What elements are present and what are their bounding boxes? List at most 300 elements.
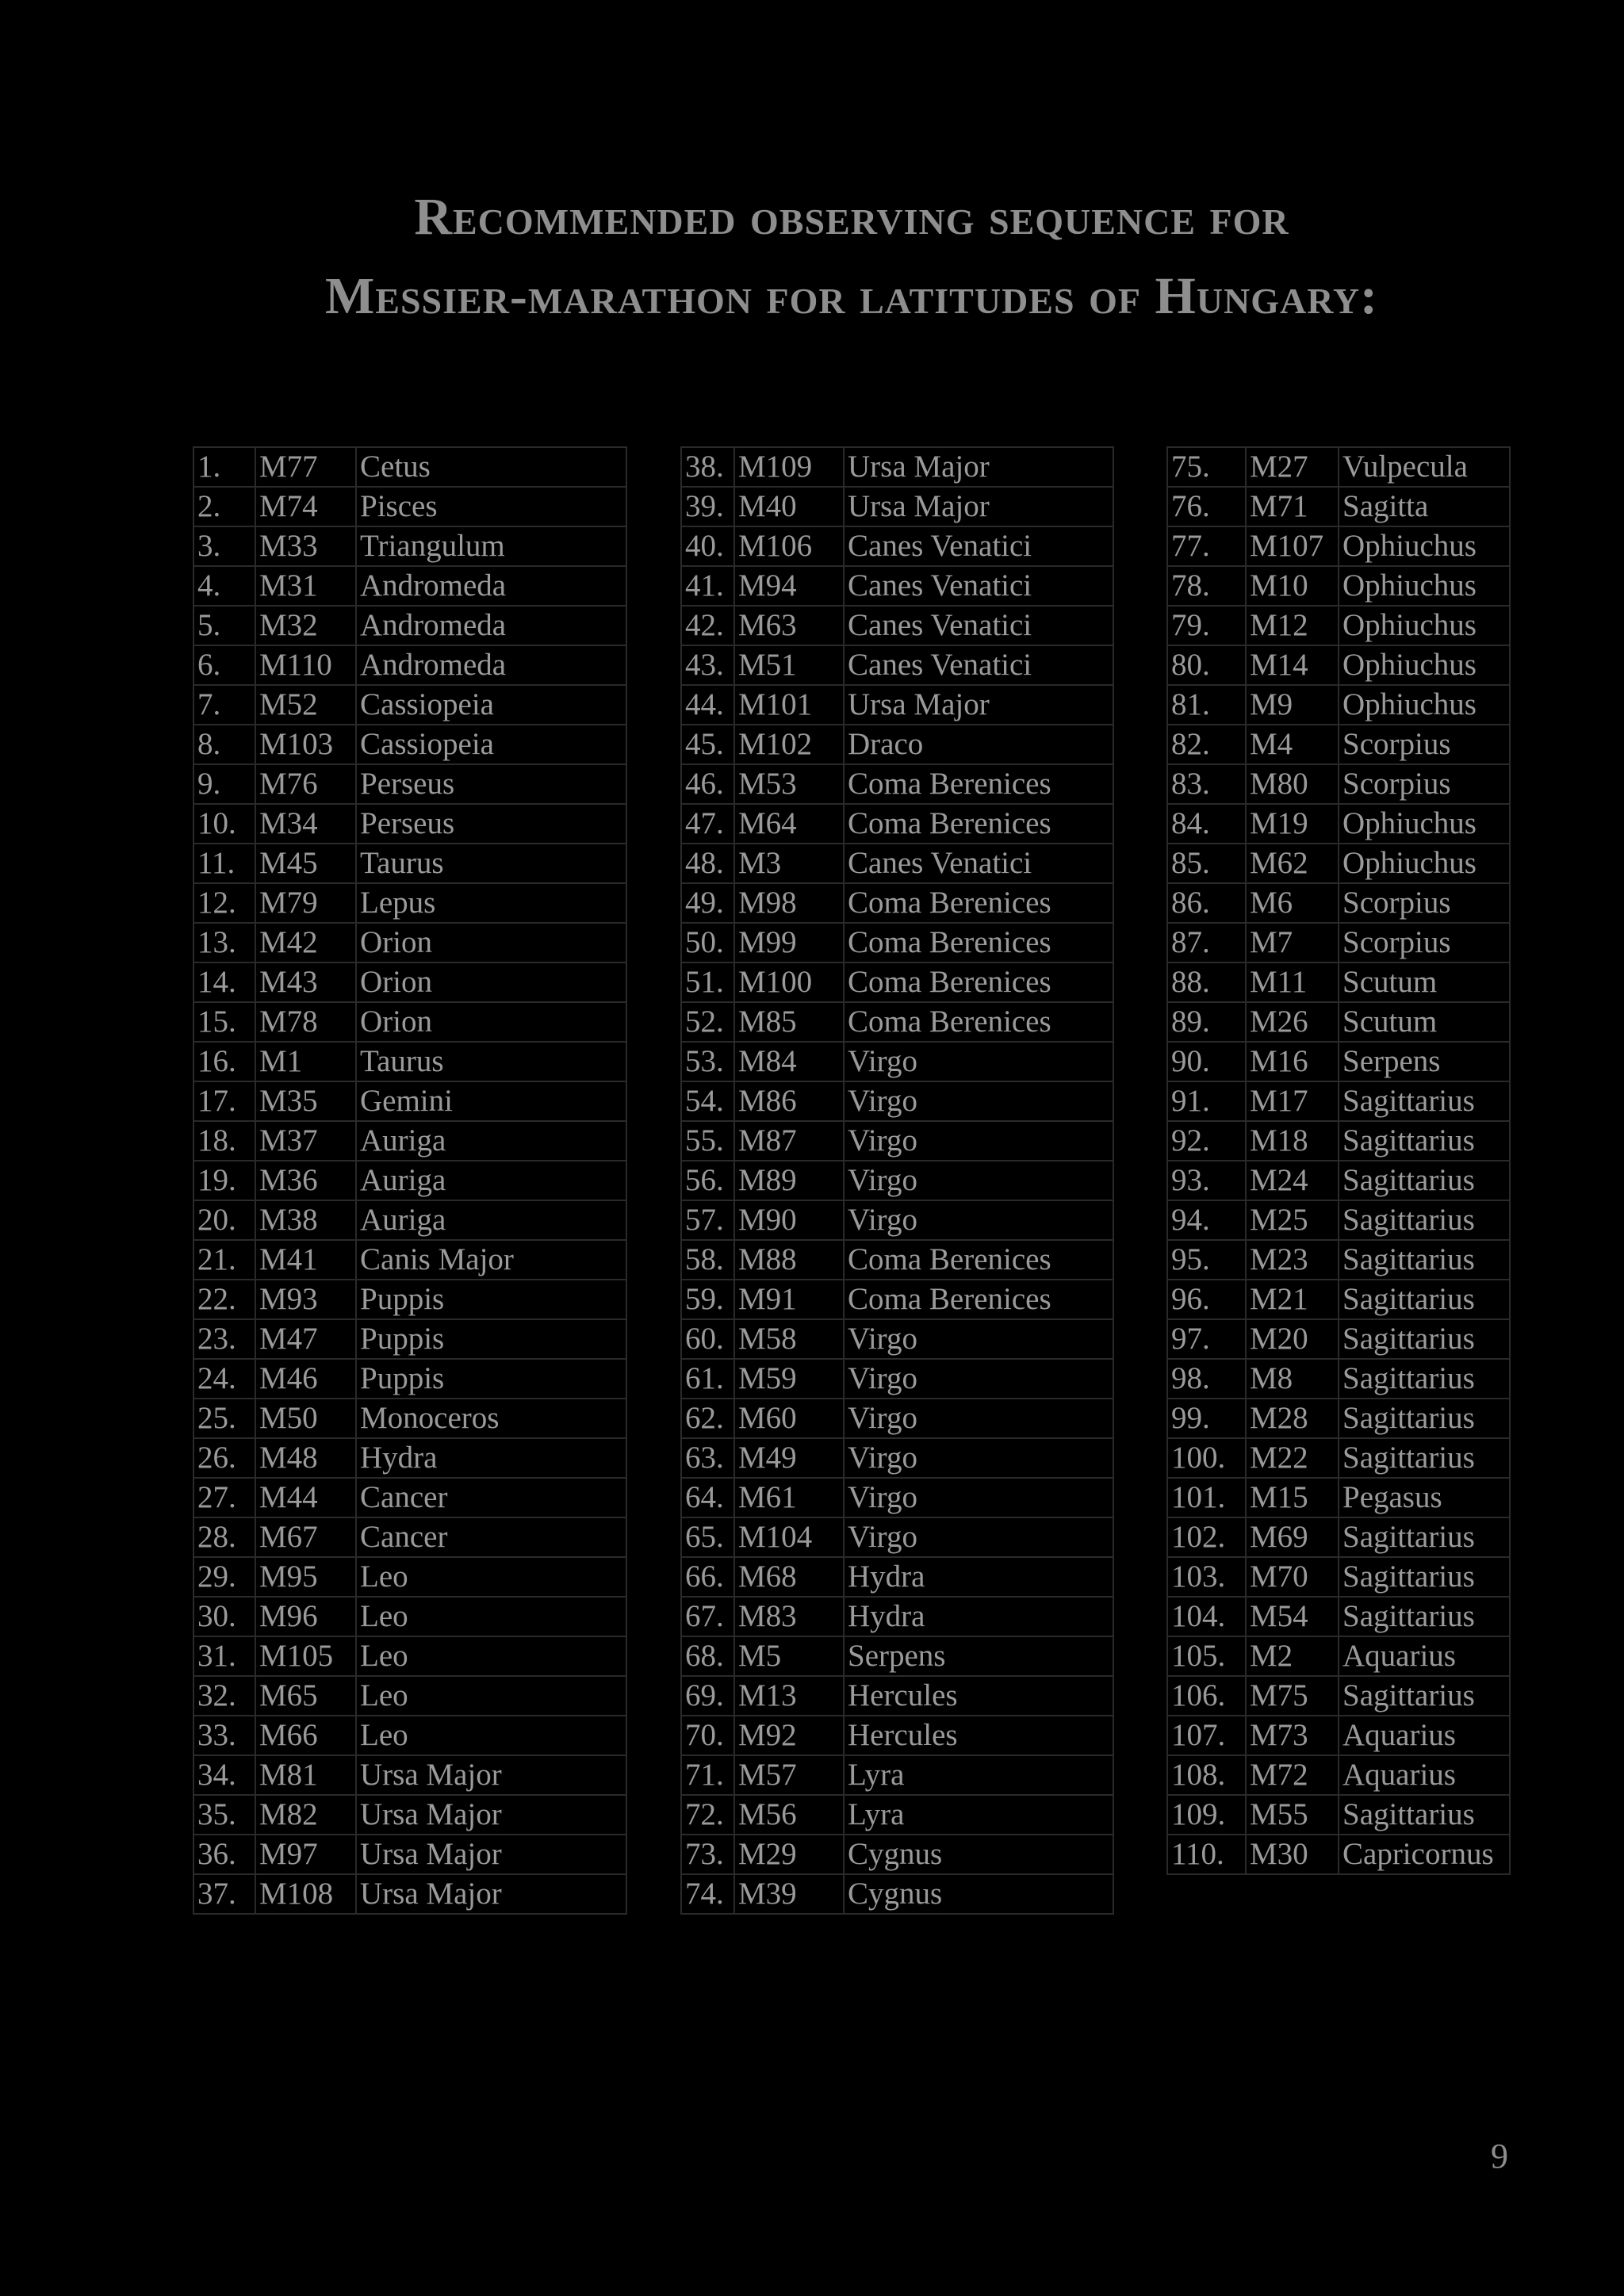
- constellation-name: Taurus: [356, 1042, 626, 1081]
- table-row: [193, 1280, 626, 1319]
- constellation-name: Orion: [356, 962, 626, 1002]
- table-row: [681, 1319, 1113, 1359]
- messier-id: M16: [1246, 1042, 1339, 1081]
- sequence-number: 32.: [193, 1676, 255, 1716]
- table-row: [681, 844, 1113, 883]
- sequence-number: 62.: [681, 1399, 734, 1438]
- messier-id: M18: [1246, 1121, 1339, 1161]
- messier-id: M65: [255, 1676, 356, 1716]
- constellation-name: Orion: [356, 1002, 626, 1042]
- sequence-number: 30.: [193, 1597, 255, 1636]
- messier-id: M19: [1246, 804, 1339, 844]
- sequence-number: 107.: [1167, 1716, 1246, 1755]
- constellation-name: Cygnus: [844, 1835, 1113, 1874]
- sequence-number: 94.: [1167, 1200, 1246, 1240]
- table-row: [1167, 1755, 1510, 1795]
- messier-id: M42: [255, 923, 356, 962]
- table-row: [193, 962, 626, 1002]
- constellation-name: Scorpius: [1339, 923, 1510, 962]
- messier-id: M92: [734, 1716, 844, 1755]
- table-row: [681, 1557, 1113, 1597]
- messier-id: M88: [734, 1240, 844, 1280]
- messier-id: M47: [255, 1319, 356, 1359]
- messier-id: M13: [734, 1676, 844, 1716]
- table-row: [193, 1874, 626, 1914]
- constellation-name: Ophiuchus: [1339, 645, 1510, 685]
- table-row: [681, 1240, 1113, 1280]
- table-row: [681, 962, 1113, 1002]
- constellation-name: Auriga: [356, 1121, 626, 1161]
- sequence-number: 92.: [1167, 1121, 1246, 1161]
- table-row: [193, 1359, 626, 1399]
- messier-id: M30: [1246, 1835, 1339, 1874]
- messier-id: M7: [1246, 923, 1339, 962]
- table-row: [1167, 685, 1510, 725]
- table-row: [1167, 1636, 1510, 1676]
- table-row: [681, 1716, 1113, 1755]
- sequence-number: 84.: [1167, 804, 1246, 844]
- sequence-number: 11.: [193, 844, 255, 883]
- constellation-name: Pegasus: [1339, 1478, 1510, 1517]
- sequence-number: 33.: [193, 1716, 255, 1755]
- messier-id: M41: [255, 1240, 356, 1280]
- sequence-number: 66.: [681, 1557, 734, 1597]
- messier-id: M87: [734, 1121, 844, 1161]
- messier-id: M56: [734, 1795, 844, 1835]
- messier-id: M48: [255, 1438, 356, 1478]
- constellation-name: Sagittarius: [1339, 1161, 1510, 1200]
- messier-id: M39: [734, 1874, 844, 1914]
- constellation-name: Puppis: [356, 1359, 626, 1399]
- table-row: [681, 1478, 1113, 1517]
- messier-id: M63: [734, 606, 844, 645]
- constellation-name: Sagittarius: [1339, 1121, 1510, 1161]
- constellation-name: Coma Berenices: [844, 883, 1113, 923]
- sequence-table-1: [193, 446, 627, 1915]
- constellation-name: Aquarius: [1339, 1716, 1510, 1755]
- table-row: [193, 883, 626, 923]
- messier-id: M34: [255, 804, 356, 844]
- sequence-number: 88.: [1167, 962, 1246, 1002]
- table-row: [681, 606, 1113, 645]
- constellation-name: Ursa Major: [844, 487, 1113, 526]
- sequence-number: 72.: [681, 1795, 734, 1835]
- table-row: [193, 1161, 626, 1200]
- constellation-name: Sagittarius: [1339, 1359, 1510, 1399]
- table-row: [193, 606, 626, 645]
- sequence-number: 98.: [1167, 1359, 1246, 1399]
- table-row: [681, 1359, 1113, 1399]
- constellation-name: Cassiopeia: [356, 685, 626, 725]
- table-row: [193, 1795, 626, 1835]
- messier-id: M104: [734, 1517, 844, 1557]
- sequence-number: 40.: [681, 526, 734, 566]
- constellation-name: Ursa Major: [356, 1795, 626, 1835]
- sequence-number: 99.: [1167, 1399, 1246, 1438]
- messier-id: M52: [255, 685, 356, 725]
- constellation-name: Scutum: [1339, 1002, 1510, 1042]
- constellation-name: Cassiopeia: [356, 725, 626, 764]
- messier-id: M32: [255, 606, 356, 645]
- messier-id: M109: [734, 447, 844, 487]
- sequence-number: 104.: [1167, 1597, 1246, 1636]
- constellation-name: Virgo: [844, 1200, 1113, 1240]
- table-row: [1167, 606, 1510, 645]
- sequence-number: 85.: [1167, 844, 1246, 883]
- messier-id: M59: [734, 1359, 844, 1399]
- messier-id: M101: [734, 685, 844, 725]
- constellation-name: Virgo: [844, 1319, 1113, 1359]
- table-row: [681, 1676, 1113, 1716]
- sequence-number: 17.: [193, 1081, 255, 1121]
- sequence-number: 46.: [681, 764, 734, 804]
- messier-id: M54: [1246, 1597, 1339, 1636]
- table-row: [681, 1438, 1113, 1478]
- table-row: [681, 1121, 1113, 1161]
- sequence-number: 90.: [1167, 1042, 1246, 1081]
- constellation-name: Virgo: [844, 1517, 1113, 1557]
- messier-id: M84: [734, 1042, 844, 1081]
- table-row: [681, 1200, 1113, 1240]
- messier-id: M20: [1246, 1319, 1339, 1359]
- table-row: [1167, 883, 1510, 923]
- table-row: [193, 1517, 626, 1557]
- sequence-number: 7.: [193, 685, 255, 725]
- table-row: [1167, 1319, 1510, 1359]
- constellation-name: Auriga: [356, 1200, 626, 1240]
- table-row: [193, 1636, 626, 1676]
- messier-id: M28: [1246, 1399, 1339, 1438]
- constellation-name: Canes Venatici: [844, 844, 1113, 883]
- table-row: [1167, 804, 1510, 844]
- messier-id: M107: [1246, 526, 1339, 566]
- messier-id: M37: [255, 1121, 356, 1161]
- table-row: [681, 1795, 1113, 1835]
- sequence-number: 35.: [193, 1795, 255, 1835]
- table-row: [1167, 487, 1510, 526]
- table-row: [681, 1874, 1113, 1914]
- sequence-table-3: [1166, 446, 1511, 1875]
- messier-id: M60: [734, 1399, 844, 1438]
- constellation-name: Ursa Major: [844, 447, 1113, 487]
- constellation-name: Ophiuchus: [1339, 566, 1510, 606]
- sequence-number: 10.: [193, 804, 255, 844]
- table-row: [193, 1121, 626, 1161]
- constellation-name: Auriga: [356, 1161, 626, 1200]
- sequence-number: 79.: [1167, 606, 1246, 645]
- sequence-number: 57.: [681, 1200, 734, 1240]
- table-row: [1167, 1399, 1510, 1438]
- constellation-name: Coma Berenices: [844, 962, 1113, 1002]
- constellation-name: Cetus: [356, 447, 626, 487]
- table-row: [681, 1517, 1113, 1557]
- sequence-number: 49.: [681, 883, 734, 923]
- constellation-name: Hydra: [356, 1438, 626, 1478]
- sequence-number: 41.: [681, 566, 734, 606]
- messier-id: M98: [734, 883, 844, 923]
- messier-id: M85: [734, 1002, 844, 1042]
- constellation-name: Triangulum: [356, 526, 626, 566]
- constellation-name: Andromeda: [356, 645, 626, 685]
- table-row: [193, 1438, 626, 1478]
- constellation-name: Serpens: [844, 1636, 1113, 1676]
- sequence-number: 42.: [681, 606, 734, 645]
- sequence-number: 58.: [681, 1240, 734, 1280]
- table-row: [681, 1081, 1113, 1121]
- messier-id: M70: [1246, 1557, 1339, 1597]
- messier-id: M50: [255, 1399, 356, 1438]
- constellation-name: Aquarius: [1339, 1755, 1510, 1795]
- sequence-number: 73.: [681, 1835, 734, 1874]
- messier-id: M82: [255, 1795, 356, 1835]
- messier-id: M91: [734, 1280, 844, 1319]
- sequence-number: 106.: [1167, 1676, 1246, 1716]
- constellation-name: Leo: [356, 1557, 626, 1597]
- sequence-number: 63.: [681, 1438, 734, 1478]
- messier-id: M9: [1246, 685, 1339, 725]
- messier-id: M10: [1246, 566, 1339, 606]
- constellation-name: Ophiuchus: [1339, 606, 1510, 645]
- table-row: [1167, 1240, 1510, 1280]
- constellation-name: Taurus: [356, 844, 626, 883]
- sequence-number: 16.: [193, 1042, 255, 1081]
- constellation-name: Gemini: [356, 1081, 626, 1121]
- constellation-name: Pisces: [356, 487, 626, 526]
- messier-id: M8: [1246, 1359, 1339, 1399]
- constellation-name: Monoceros: [356, 1399, 626, 1438]
- table-row: [1167, 1597, 1510, 1636]
- sequence-number: 53.: [681, 1042, 734, 1081]
- table-row: [1167, 1557, 1510, 1597]
- messier-id: M67: [255, 1517, 356, 1557]
- constellation-name: Andromeda: [356, 566, 626, 606]
- sequence-number: 95.: [1167, 1240, 1246, 1280]
- sequence-number: 67.: [681, 1597, 734, 1636]
- sequence-number: 44.: [681, 685, 734, 725]
- messier-id: M6: [1246, 883, 1339, 923]
- constellation-name: Cancer: [356, 1478, 626, 1517]
- constellation-name: Scorpius: [1339, 883, 1510, 923]
- sequence-number: 93.: [1167, 1161, 1246, 1200]
- messier-id: M61: [734, 1478, 844, 1517]
- constellation-name: Sagitta: [1339, 487, 1510, 526]
- sequence-number: 96.: [1167, 1280, 1246, 1319]
- messier-id: M86: [734, 1081, 844, 1121]
- constellation-name: Perseus: [356, 764, 626, 804]
- sequence-number: 108.: [1167, 1755, 1246, 1795]
- messier-id: M53: [734, 764, 844, 804]
- table-row: [681, 487, 1113, 526]
- constellation-name: Capricornus: [1339, 1835, 1510, 1874]
- constellation-name: Hydra: [844, 1557, 1113, 1597]
- constellation-name: Ophiuchus: [1339, 526, 1510, 566]
- messier-id: M66: [255, 1716, 356, 1755]
- table-row: [681, 725, 1113, 764]
- constellation-name: Sagittarius: [1339, 1280, 1510, 1319]
- sequence-number: 101.: [1167, 1478, 1246, 1517]
- sequence-number: 87.: [1167, 923, 1246, 962]
- sequence-number: 56.: [681, 1161, 734, 1200]
- sequence-number: 80.: [1167, 645, 1246, 685]
- messier-id: M89: [734, 1161, 844, 1200]
- table-row: [1167, 1161, 1510, 1200]
- table-row: [681, 804, 1113, 844]
- messier-id: M78: [255, 1002, 356, 1042]
- constellation-name: Coma Berenices: [844, 804, 1113, 844]
- sequence-number: 60.: [681, 1319, 734, 1359]
- messier-id: M79: [255, 883, 356, 923]
- table-row: [1167, 1359, 1510, 1399]
- constellation-name: Sagittarius: [1339, 1795, 1510, 1835]
- sequence-number: 55.: [681, 1121, 734, 1161]
- messier-id: M36: [255, 1161, 356, 1200]
- sequence-number: 9.: [193, 764, 255, 804]
- messier-id: M105: [255, 1636, 356, 1676]
- messier-id: M55: [1246, 1795, 1339, 1835]
- table-row: [681, 883, 1113, 923]
- messier-id: M24: [1246, 1161, 1339, 1200]
- table-row: [193, 447, 626, 487]
- constellation-name: Canes Venatici: [844, 645, 1113, 685]
- table-row: [681, 1399, 1113, 1438]
- constellation-name: Scutum: [1339, 962, 1510, 1002]
- messier-id: M1: [255, 1042, 356, 1081]
- messier-id: M44: [255, 1478, 356, 1517]
- table-row: [193, 764, 626, 804]
- sequence-number: 81.: [1167, 685, 1246, 725]
- messier-id: M5: [734, 1636, 844, 1676]
- constellation-name: Hercules: [844, 1716, 1113, 1755]
- messier-id: M27: [1246, 447, 1339, 487]
- sequence-number: 45.: [681, 725, 734, 764]
- constellation-name: Aquarius: [1339, 1636, 1510, 1676]
- constellation-name: Sagittarius: [1339, 1438, 1510, 1478]
- messier-id: M2: [1246, 1636, 1339, 1676]
- page-title-line-2: Messier-marathon for latitudes of Hungary:: [324, 267, 1379, 325]
- table-row: [1167, 1517, 1510, 1557]
- sequence-number: 61.: [681, 1359, 734, 1399]
- messier-id: M17: [1246, 1081, 1339, 1121]
- table-row: [681, 1280, 1113, 1319]
- sequence-number: 21.: [193, 1240, 255, 1280]
- table-row: [193, 1399, 626, 1438]
- constellation-name: Sagittarius: [1339, 1676, 1510, 1716]
- sequence-number: 34.: [193, 1755, 255, 1795]
- sequence-number: 109.: [1167, 1795, 1246, 1835]
- messier-id: M45: [255, 844, 356, 883]
- constellation-name: Ursa Major: [356, 1755, 626, 1795]
- sequence-number: 69.: [681, 1676, 734, 1716]
- table-row: [1167, 447, 1510, 487]
- sequence-number: 64.: [681, 1478, 734, 1517]
- constellation-name: Virgo: [844, 1161, 1113, 1200]
- sequence-number: 15.: [193, 1002, 255, 1042]
- table-row: [193, 844, 626, 883]
- sequence-number: 1.: [193, 447, 255, 487]
- constellation-name: Virgo: [844, 1399, 1113, 1438]
- constellation-name: Coma Berenices: [844, 764, 1113, 804]
- constellation-name: Virgo: [844, 1438, 1113, 1478]
- messier-id: M77: [255, 447, 356, 487]
- table-row: [1167, 1478, 1510, 1517]
- constellation-name: Virgo: [844, 1478, 1113, 1517]
- table-row: [193, 1676, 626, 1716]
- table-row: [1167, 962, 1510, 1002]
- table-row: [681, 1755, 1113, 1795]
- table-row: [681, 566, 1113, 606]
- messier-id: M3: [734, 844, 844, 883]
- sequence-number: 14.: [193, 962, 255, 1002]
- constellation-name: Sagittarius: [1339, 1517, 1510, 1557]
- table-row: [1167, 645, 1510, 685]
- messier-id: M25: [1246, 1200, 1339, 1240]
- constellation-name: Sagittarius: [1339, 1597, 1510, 1636]
- sequence-number: 52.: [681, 1002, 734, 1042]
- table-row: [1167, 764, 1510, 804]
- messier-id: M49: [734, 1438, 844, 1478]
- sequence-number: 4.: [193, 566, 255, 606]
- sequence-number: 48.: [681, 844, 734, 883]
- messier-id: M90: [734, 1200, 844, 1240]
- table-row: [193, 1002, 626, 1042]
- table-row: [193, 1042, 626, 1081]
- table-row: [1167, 1280, 1510, 1319]
- sequence-number: 71.: [681, 1755, 734, 1795]
- messier-id: M68: [734, 1557, 844, 1597]
- sequence-number: 6.: [193, 645, 255, 685]
- constellation-name: Canes Venatici: [844, 606, 1113, 645]
- constellation-name: Lyra: [844, 1795, 1113, 1835]
- sequence-number: 100.: [1167, 1438, 1246, 1478]
- constellation-name: Lepus: [356, 883, 626, 923]
- messier-id: M23: [1246, 1240, 1339, 1280]
- sequence-number: 50.: [681, 923, 734, 962]
- table-row: [193, 1557, 626, 1597]
- table-row: [193, 1716, 626, 1755]
- sequence-number: 28.: [193, 1517, 255, 1557]
- sequence-number: 20.: [193, 1200, 255, 1240]
- table-row: [193, 1319, 626, 1359]
- constellation-name: Canes Venatici: [844, 526, 1113, 566]
- sequence-number: 76.: [1167, 487, 1246, 526]
- table-row: [193, 1240, 626, 1280]
- messier-id: M26: [1246, 1002, 1339, 1042]
- table-row: [1167, 1835, 1510, 1874]
- sequence-number: 105.: [1167, 1636, 1246, 1676]
- messier-id: M96: [255, 1597, 356, 1636]
- messier-id: M72: [1246, 1755, 1339, 1795]
- constellation-name: Scorpius: [1339, 764, 1510, 804]
- sequence-number: 29.: [193, 1557, 255, 1597]
- constellation-name: Ursa Major: [356, 1874, 626, 1914]
- table-row: [1167, 1081, 1510, 1121]
- table-row: [1167, 844, 1510, 883]
- table-row: [681, 1002, 1113, 1042]
- sequence-number: 59.: [681, 1280, 734, 1319]
- constellation-name: Ursa Major: [844, 685, 1113, 725]
- table-row: [193, 1081, 626, 1121]
- constellation-name: Cygnus: [844, 1874, 1113, 1914]
- table-row: [193, 725, 626, 764]
- page-title-line-1: Recommended observing sequence for: [414, 188, 1289, 246]
- table-row: [1167, 1676, 1510, 1716]
- messier-id: M46: [255, 1359, 356, 1399]
- messier-id: M69: [1246, 1517, 1339, 1557]
- constellation-name: Sagittarius: [1339, 1081, 1510, 1121]
- page-number: 9: [1491, 2137, 1508, 2175]
- constellation-name: Puppis: [356, 1319, 626, 1359]
- constellation-name: Virgo: [844, 1081, 1113, 1121]
